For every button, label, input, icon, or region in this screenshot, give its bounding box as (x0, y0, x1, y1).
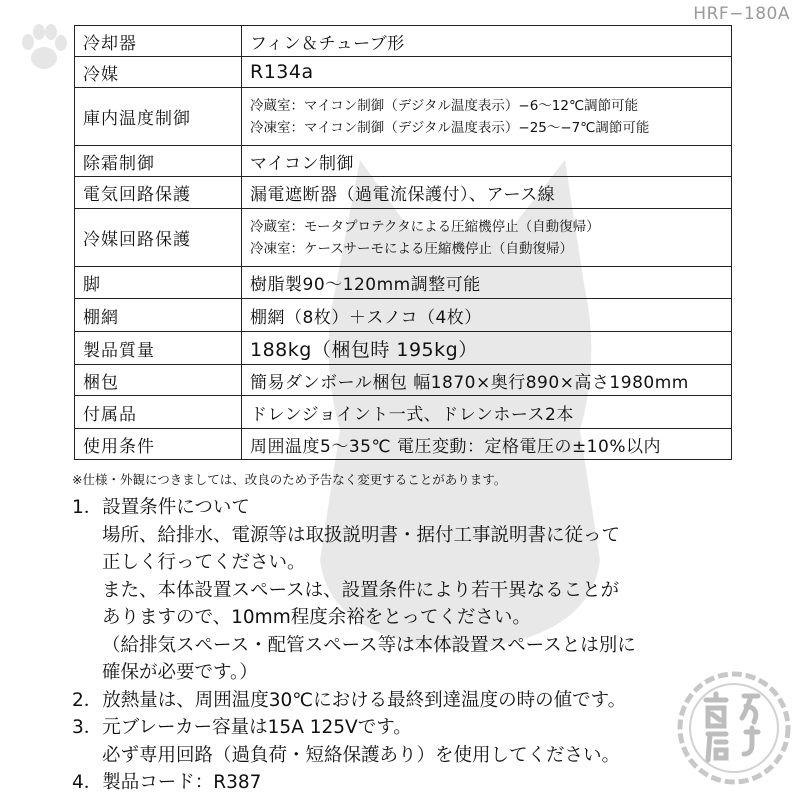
spec-label: 脚 (75, 267, 242, 299)
spec-row (75, 57, 732, 88)
note-3-heading: 3．元ブレーカー容量は15A 125Vです。 (72, 717, 412, 738)
spec-value: 簡易ダンボール梱包 幅1870×奥行890×高さ1980mm (242, 365, 732, 396)
paw-watermark-icon (18, 22, 70, 74)
note-2-text: 2．放熱量は、周囲温度30℃における最終到達温度の時の値です。 (72, 689, 627, 711)
spec-row (75, 88, 732, 146)
model-code: HRF−180A (693, 4, 790, 24)
notes-section (72, 470, 762, 797)
spec-label: 製品質量 (75, 332, 242, 365)
spec-row (75, 267, 732, 299)
spec-value: 周囲温度5〜35℃ 電圧変動：定格電圧の±10%以内 (242, 429, 732, 460)
note-2 (72, 687, 762, 715)
spec-row (75, 299, 732, 332)
spec-value: 棚網（8枚）＋スノコ（4枚） (242, 299, 732, 332)
spec-row (75, 365, 732, 396)
spec-label: 付属品 (75, 396, 242, 429)
note-1-line: また、本体設置スペースは、設置条件により若干異なることが (102, 579, 620, 601)
spec-value: 188kg（梱包時 195kg） (242, 332, 732, 365)
spec-label: 電気回路保護 (75, 177, 242, 209)
spec-value: 漏電遮断器（過電流保護付）、アース線 (242, 177, 732, 209)
spec-value-line: 冷蔵室：マイコン制御（デジタル温度表示）−6〜12℃調節可能 (250, 97, 639, 114)
note-1-line: ありますので、10mm程度余裕をとってください。 (102, 607, 531, 628)
spec-value-line: 冷凍室：ケースサーモによる圧縮機停止（自動復帰） (250, 240, 574, 257)
spec-label: 冷媒回路保護 (75, 209, 242, 267)
shop-seal-stamp (674, 668, 794, 788)
spec-value: ドレンジョイント一式、ドレンホース2本 (242, 396, 732, 429)
spec-value (242, 209, 732, 267)
spec-row (75, 429, 732, 460)
spec-label: 使用条件 (75, 429, 242, 460)
note-3-line: 必ず専用回路（過負荷・短絡保護あり）を使用してください。 (102, 744, 621, 766)
note-3 (72, 714, 762, 769)
spec-row (75, 209, 732, 267)
note-1-line: 正しく行ってください。 (102, 552, 306, 573)
note-1-heading: 1．設置条件について (72, 497, 250, 518)
spec-row (75, 146, 732, 177)
spec-value-line: 冷蔵室：モータプロテクタによる圧縮機停止（自動復帰） (250, 218, 600, 235)
spec-label: 棚網 (75, 299, 242, 332)
spec-value: マイコン制御 (242, 146, 732, 177)
note-1-line: （給排気スペース・配管スペース等は本体設置スペースとは別に (102, 634, 636, 656)
spec-row (75, 332, 732, 365)
disclaimer: ※仕様・外観につきましては、改良のため予告なく変更することがあります。 (72, 472, 507, 487)
spec-table (74, 25, 732, 460)
spec-label: 冷却器 (75, 26, 242, 57)
spec-row (75, 396, 732, 429)
spec-value (242, 88, 732, 146)
spec-label: 梱包 (75, 365, 242, 396)
spec-value-line: 冷凍室：マイコン制御（デジタル温度表示）−25〜−7℃調節可能 (250, 119, 650, 136)
note-1 (72, 494, 762, 687)
spec-value: 樹脂製90〜120mm調整可能 (242, 267, 732, 299)
note-1-line: 確保が必要です。） (102, 662, 258, 683)
spec-value: フィン＆チューブ形 (242, 26, 732, 57)
note-4-text: 4．製品コード：R387 (72, 772, 262, 793)
spec-label: 冷媒 (75, 57, 242, 88)
spec-value: R134a (242, 57, 732, 88)
note-1-line: 場所、給排水、電源等は取扱説明書・据付工事説明書に従って (102, 524, 621, 546)
spec-row (75, 177, 732, 209)
spec-row (75, 26, 732, 57)
spec-label: 庫内温度制御 (75, 88, 242, 146)
note-4 (72, 769, 762, 797)
spec-label: 除霜制御 (75, 146, 242, 177)
